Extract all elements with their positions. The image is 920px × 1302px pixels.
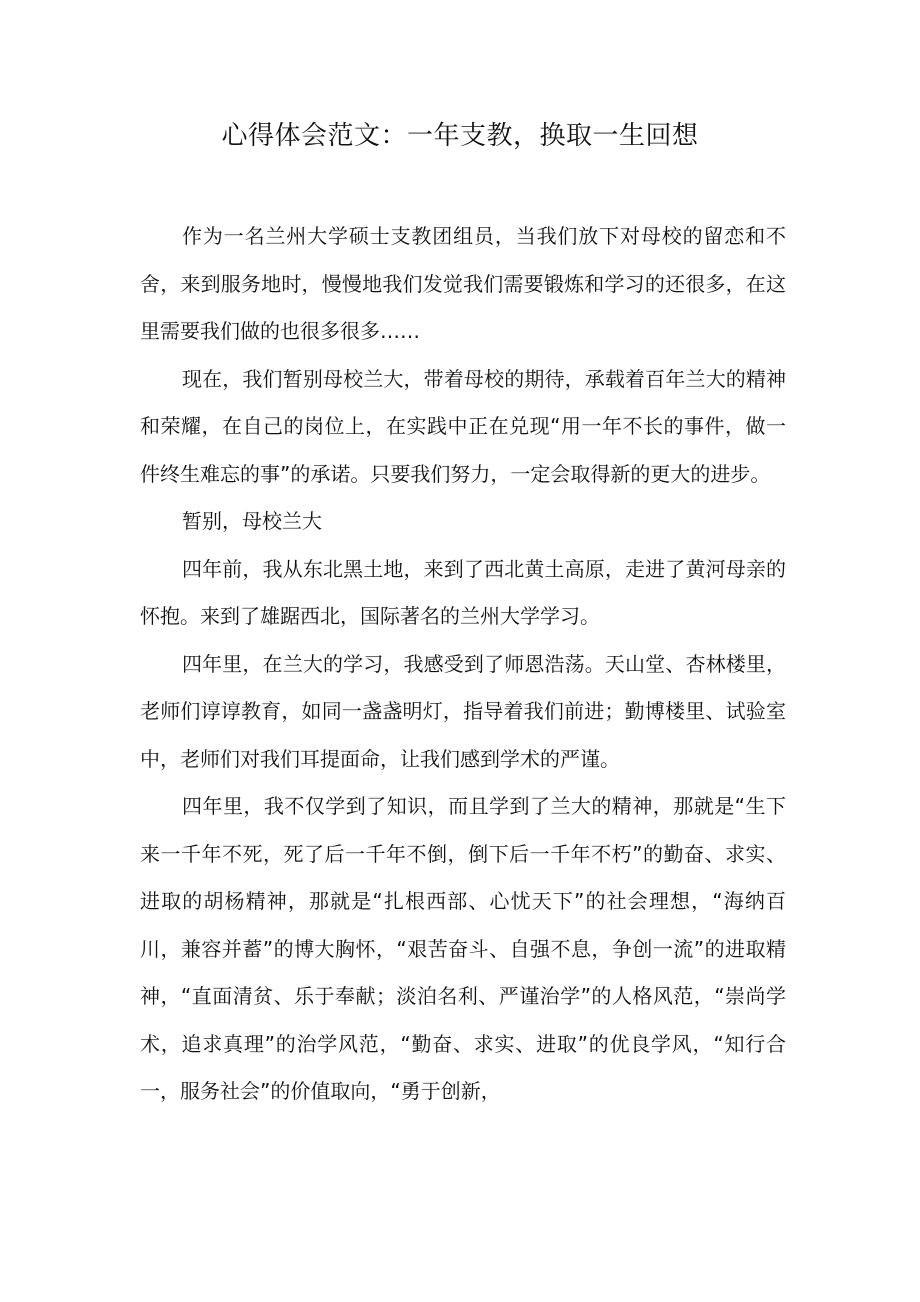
document-body	[140, 213, 786, 1116]
paragraph-teachers: 四年里，在兰大的学习，我感受到了师恩浩荡。天山堂、杏林楼里，老师们谆谆教育，如同一盏盏明灯，指导着我们前进；勤博楼里、试验室中，老师们对我们耳提面命，让我们感到学术的严谨。	[140, 651, 786, 771]
paragraph-spirit: 四年里，我不仅学到了知识，而且学到了兰大的精神，那就是“生下来一千年不死，死了后一千年不倒，倒下后一千年不朽”的勤奋、求实、进取的胡杨精神，那就是“扎根西部、心忧天下”的社会理想，“海纳百川，兼容并蓄”的博大胸怀，“艰苦奋斗、自强不息，争创一流”的进取精神，“直面清贫、乐于奉献；淡泊名利、严谨治学”的人格风范，“崇尚学术，追求真理”的治学风范，“勤奋、求实、进取”的优良学风，“知行合一，服务社会”的价值取向，“勇于创新，	[140, 794, 786, 1103]
document-title: 心得体会范文：一年支教，换取一生回想	[221, 121, 699, 151]
section-heading: 暂别，母校兰大	[182, 509, 322, 533]
paragraph-intro: 作为一名兰州大学硕士支教团组员，当我们放下对母校的留恋和不舍，来到服务地时，慢慢地我们发觉我们需要锻炼和学习的还很多，在这里需要我们做的也很多很多……	[140, 224, 786, 343]
paragraph-commitment: 现在，我们暂别母校兰大，带着母校的期待，承载着百年兰大的精神和荣耀，在自己的岗位上，在实践中正在兑现“用一年不长的事件，做一件终生难忘的事”的承诺。只要我们努力，一定会取得新的更大的进步。	[140, 366, 786, 486]
paragraph-four-years-ago: 四年前，我从东北黑土地，来到了西北黄土高原，走进了黄河母亲的怀抱。来到了雄踞西北，国际著名的兰州大学学习。	[140, 556, 786, 628]
